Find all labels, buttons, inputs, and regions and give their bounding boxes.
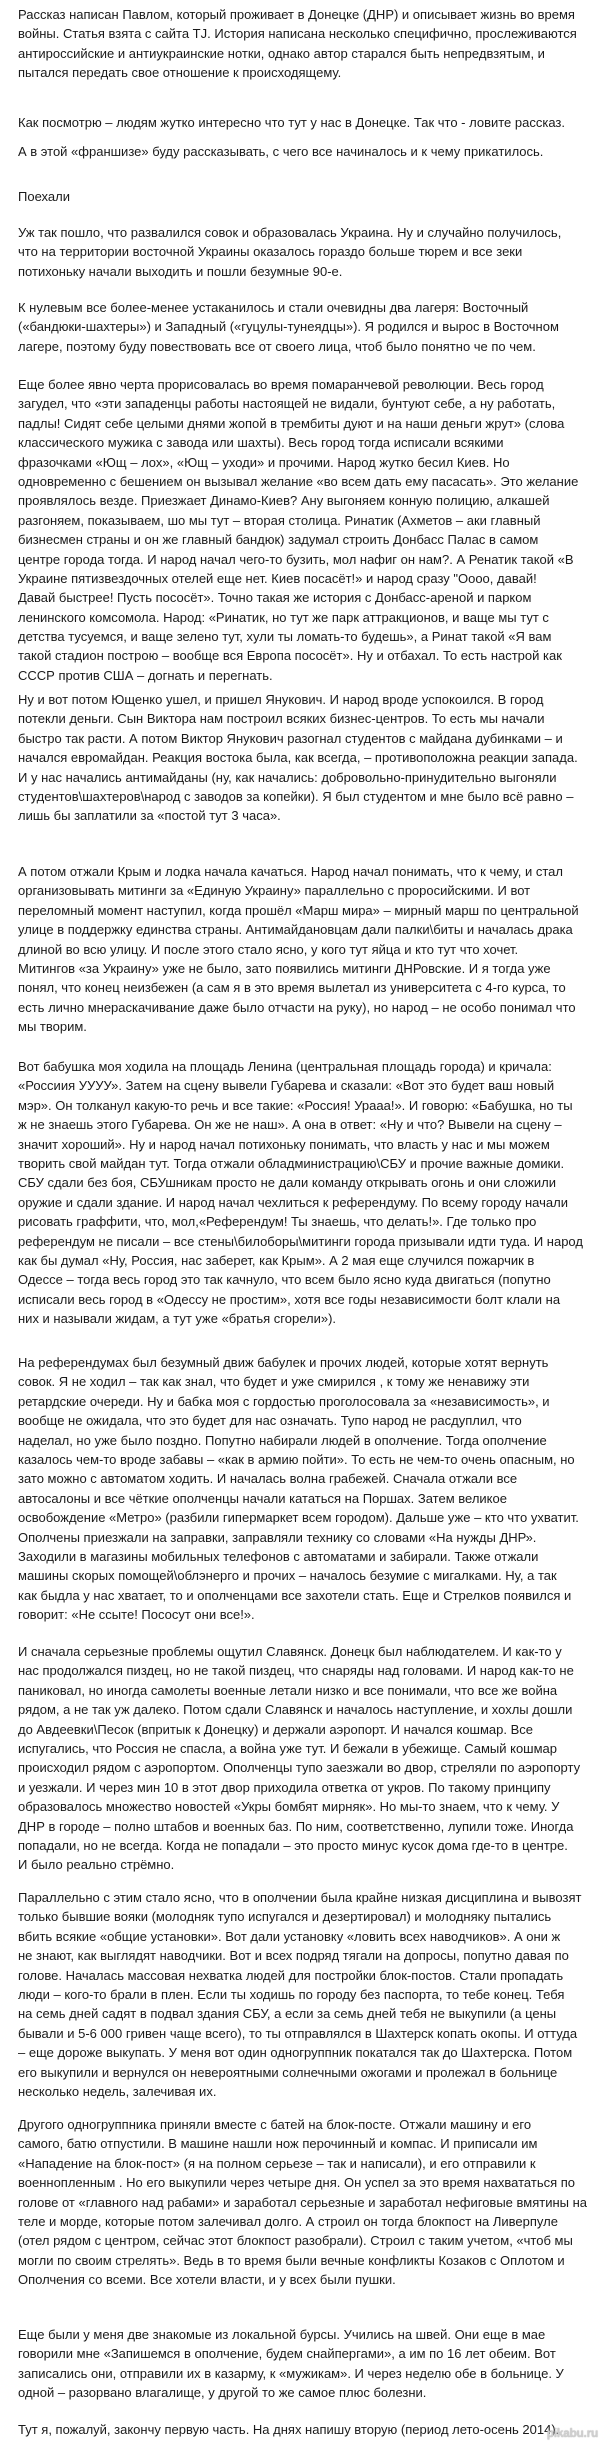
text-line: и уезжали. И через мин 10 в этот двор приходила ответка от укров. По такому принципу: [18, 1779, 551, 1795]
paragraph: [18, 2420, 600, 2439]
paragraph: [18, 1642, 600, 1875]
text-line: СБУ сдали без боя, СБУшникам просто не дали команду открывать огонь и они сложили: [18, 1175, 556, 1191]
text-line: военнопленным . Но его выкупили через четыре дня. Он успел за это время нахвататься по: [18, 2175, 576, 2191]
text-line: центре города тогда. И народ начал чего-то бузить, мол нафиг он нам?. А Ренатик такой «В: [18, 551, 574, 567]
text-line: «Россиия УУУУ». Затем на сцену вывели Губарева и сказали: «Вот это будет ваш новый: [18, 1078, 555, 1094]
text-line: на семь дней садят в подвал здания СБУ, а если за семь дней тебя не выкупили (а цены: [18, 2006, 557, 2022]
paragraph: [18, 1888, 600, 2101]
text-line: детства тусуемся, и ваще зелено тут, хули ты ломать-то будешь», а Ринат такой «Я вам: [18, 629, 552, 645]
text-line: Давай быстрее! Пусть пососёт». Точно такая же история с Донбасс-ареной и парком: [18, 590, 532, 606]
text-line: голове. Началась массовая нехватка людей для постройки блок-постов. Стали пропадать: [18, 1967, 564, 1983]
text-line: разгоняем, показываем, шо мы тут – вторая столица. Ринатик (Ахметов – аки главный: [18, 512, 541, 528]
text-line: Митингов «за Украину» уже не было, зато появились митинги ДНРовские. И я тогда уже: [18, 960, 551, 976]
text-line: освобождение «Метро» (разбили гипермаркет всем городом). Дальше уже – кто что ухватит.: [18, 1510, 579, 1526]
text-line: Как посмотрю – людям жутко интересно что тут у нас в Донецке. Так что - ловите рассказ.: [18, 115, 565, 130]
text-line: самого, батю отпустили. В машине нашли нож перочинный и компас. И приписали им: [18, 2136, 538, 2152]
text-line: потекли деньги. Сын Виктора нам построил всяких бизнес-центров. То есть мы начали: [18, 711, 545, 727]
text-line: улице в поддержку единства страны. Антимайдановцам дали палки\биты и началась драка: [18, 922, 573, 938]
text-line: попадали, но не всегда. Когда не попадали – это просто минус кусок дома где-то в центре.: [18, 1837, 568, 1853]
text-line: Параллельно с этим стало ясно, что в ополчении была крайне низкая дисциплина и вывозят: [18, 1890, 582, 1905]
text-line: мэр». Он толканул какую-то речь и все такие: «Россия! Урааа!». И говорю: «Бабушка, но ты: [18, 1097, 573, 1113]
text-line: происходил рядом с аэропортом. Ополченцы тупо заезжали во двор, стреляли по аэропорту: [18, 1760, 581, 1776]
text-line: Тут я, пожалуй, закончу первую часть. На днях напишу вторую (период лето-осень 2014).: [18, 2422, 560, 2437]
text-line: люди – кого-то брали в плен. Если ты ходишь по городу без паспорта, то тебе конец. Тебя: [18, 1986, 565, 2002]
text-line: образовалось множество новостей «Укры бомбят мирняк». Но мы-то знаем, что к чему. У: [18, 1799, 560, 1815]
paragraph: [18, 142, 600, 161]
text-line: как быдла у нас хватает, то и ополченцами все захотели стать. Еще и Стрелков появился и: [18, 1587, 572, 1603]
text-line: испугались, что Россия не спасла, а война уже тут. И бежали в убежище. Самый кошмар: [18, 1740, 558, 1756]
text-line: как бы думал «Ну, Россия, нас заберет, как Крым». А 2 мая еще случился пожарчик в: [18, 1252, 535, 1268]
text-line: На референдумах был безумный движ бабулек и прочих людей, которые хотят вернуть: [18, 1355, 549, 1370]
text-line: рядом, а не так уж далеко. Потом сдали Славянск и началось наступление, и хохлы дошли: [18, 1702, 573, 1718]
text-line: референдум не писали – все стены\билоборы\митинги города призывали идти туда. И народ: [18, 1233, 583, 1249]
text-line: совок. Я не ходил – так как знал, что будет и уже смирился , к тому же ненавижу эти: [18, 1374, 530, 1390]
text-line: лишь бы заплатили за «постой тут 3 часа».: [18, 808, 281, 824]
paragraph: [18, 298, 600, 356]
paragraph: [18, 2115, 600, 2290]
text-line: одновременно с бешением он вызывал желание «во всем дать ему пасасать». Это желание: [18, 473, 579, 489]
text-line: только бывшие вояки (молодняк тупо испугался и дезертировал) и молодняку пытались: [18, 1909, 552, 1925]
text-line: нас продолжался пиздец, но не такой пиздец, что снаряды над головами. И народ как-то не: [18, 1663, 574, 1679]
paragraph: [18, 375, 600, 685]
text-line: падлы! Сидят себе целыми днями жопой в трембиты дуют и на наши деньги жрут» (слова: [18, 415, 565, 431]
text-line: Заходили в магазины мобильных телефонов с автоматами и забирали. Также отжали: [18, 1548, 539, 1564]
text-line: рисовать граффити, что, мол,«Референдум! Ты знаешь, что делать!». Где только про: [18, 1214, 537, 1230]
text-line: загудел, что «эти западенцы работы настоящей не видали, бунтуют себе, а ну работать,: [18, 396, 556, 412]
text-line: переломный момент наступил, когда прошёл «Марш мира» – мирный марш по центральной: [18, 902, 579, 918]
text-line: проявлялось везде. Приезжает Динамо-Киев? Ану выгоняем конную полицию, алкашей: [18, 493, 550, 509]
text-line: антироссийские и антиукраинские нотки, однако автор старался быть непредвзятым, и: [18, 45, 545, 61]
text-line: Ну и вот потом Ющенко ушел, и пришел Янукович. И народ вроде успокоился. В город: [18, 692, 544, 707]
text-line: говорит: «Не ссыте! Пососут они все!».: [18, 1607, 255, 1623]
text-line: лагере, поэтому буду повествовать все от своего лица, чтоб было понятно че по чем.: [18, 338, 536, 354]
text-line: (отел рядом с центром, сейчас этот блокпост разобрали). Строил с таким учетом, «чтоб мы: [18, 2233, 573, 2249]
text-line: одной – разорвано влагалище, у другой то же самое плюс болезни.: [18, 2385, 427, 2401]
text-line: ленинского комсомола. Народ: «Ринатик, но тут же парк аттракционов, и ваще мы тут с: [18, 609, 549, 625]
text-line: бизнесмен страны и он же главный бандюк) задумал строить Донбасс Палас в самом: [18, 532, 539, 548]
text-line: мы творим.: [18, 1019, 87, 1035]
text-line: ж не знаешь этого Губарева. Он же не наш». А она в ответ: «Ну и что? Вывели на сцену –: [18, 1117, 562, 1133]
text-line: вообще не ожидала, что это будет для нас означать. Тупо народ не расдуплил, что: [18, 1413, 522, 1429]
text-line: Вот бабушка моя ходила на площадь Ленина (центральная площадь города) и кричала:: [18, 1059, 552, 1074]
text-line: СССР против США – догнать и перегнать.: [18, 667, 273, 683]
text-line: зато можно с автоматом ходить. И началась волна грабежей. Сначала отжали все: [18, 1471, 518, 1487]
text-line: ДНР в городе – полно штабов и военных баз. По ним, соответственно, лупили тоже. Иногда: [18, 1818, 574, 1834]
text-line: Другого одногруппника приняли вместе с батей на блок-посте. Отжали машину и его: [18, 2117, 532, 2132]
text-line: студентов\шахтеров\народ с заводов за копейки). Я был студентом и мне было всё равно –: [18, 788, 574, 804]
paragraph: [18, 1353, 600, 1624]
text-line: теле и морде, которые потом залечивал долго. А строил он тогда блокпост на Ливерпуле: [18, 2213, 558, 2229]
text-line: И у нас начались антимайданы (ну, как начались: добровольно-принудительно выгоняли: [18, 769, 557, 785]
text-line: длиной во всю улицу. И после этого стало ясно, у кого тут яйца и кто тут что хочет.: [18, 941, 519, 957]
text-line: есть лично мнераскачивание даже было отчасти на руку), но народ – не особо понимал что: [18, 999, 576, 1015]
text-line: А потом отжали Крым и лодка начала качаться. Народ начал понимать, что к чему, и стал: [18, 864, 563, 879]
text-line: такой стадион построю – вообще вся Европа пососёт». Ну и отбахал. То есть настрой как: [18, 648, 562, 664]
text-line: войны. Статья взята с сайта TJ. История написана несколько специфично, прослеживаются: [18, 26, 577, 42]
text-line: начался евромайдан. Реакция востока была, как всегда, – противоположна реакции запада.: [18, 750, 578, 766]
text-line: не знают, как выглядят наводчики. Вот и всех подряд тягали на допросы, попутно давая по: [18, 1948, 569, 1964]
text-line: Поехали: [18, 189, 70, 204]
text-line: голове от «главного над рабами» и заработал серьезные и заработал нефиговые вмятины на: [18, 2194, 588, 2210]
text-line: бывали и 5-6 000 гривен чаще всего), то ты отправлялся в Шахтерск копать окопы. И оттуда: [18, 2025, 578, 2041]
text-line: до Авдеевки\Песок (впритык к Донецку) и держали аэропорт. И начался кошмар. Все: [18, 1721, 534, 1737]
text-line: понял, что конец неизбежен (а сам я в это время вылетал из университета с 4-го курса, то: [18, 980, 566, 996]
paragraph: [18, 2325, 600, 2403]
text-line: Одессе – тогда весь город это так качнуло, что всем было ясно куда двигаться (попутно: [18, 1272, 551, 1288]
text-line: Ополчения со всеми. Все хотели власти, и у всех были пушки.: [18, 2272, 396, 2288]
text-line: оружие и сдали здание. И народ начал чехлиться к референдуму. По всему городу начали: [18, 1194, 568, 1210]
paragraph: [18, 5, 600, 83]
text-line: его выкупили и вернулся он невероятными солнечными ожогами и пролежал в больнице: [18, 2064, 558, 2080]
text-line: Еще более явно черта прорисовалась во время помаранчевой революции. Весь город: [18, 377, 544, 392]
text-line: К нулевым все более-менее устаканилось и стали очевидны два лагеря: Восточный: [18, 300, 529, 315]
text-line: Украине пятизвездочных отелей еще нет. Киев посасёт!» и народ сразу "Оооо, давай!: [18, 570, 537, 586]
text-line: Ополчены приезжали на заправки, заправляли технику со словами «На нужды ДНР».: [18, 1529, 537, 1545]
text-line: записались они, отправили их в казарму, к «мужикам». И через неделю обе в больнице. У: [18, 2365, 564, 2381]
text-line: фразочками «Ющ – лох», «Ющ – уходи» и прочими. Народ жутко бесил Киев. Но: [18, 454, 510, 470]
text-line: казалось чем-то вроде забавы – «как в армию пойти». То есть не чем-то очень опасным, но: [18, 1451, 575, 1467]
text-line: машины скорых помощей\облэнерго и прочих – началось безумие с мигалками. Ну, а так: [18, 1568, 557, 1584]
text-line: пытался передать свое отношение к происходящему.: [18, 65, 342, 81]
text-line: творить свой майдан тут. Тогда отжали обладминистрацию\СБУ и прочие важные домики.: [18, 1155, 565, 1171]
text-line: («бандюки-шахтеры») и Западный («гуцулы-тунеядцы»). Я родился и вырос в Восточном: [18, 319, 559, 335]
text-line: значит хороший». Ну и народ начал потихоньку понимать, что власть у нас и мы можем: [18, 1136, 550, 1152]
text-line: Рассказ написан Павлом, который проживает в Донецке (ДНР) и описывает жизнь во время: [18, 7, 575, 22]
text-line: ретардские очереди. Ну и бабка моя с гордостью проголосовала за «независимость», и: [18, 1393, 550, 1409]
text-line: них и называли жидам, а тут уже «братья сгорели»).: [18, 1311, 337, 1327]
text-line: несколько недель, залечивая их.: [18, 2083, 217, 2099]
paragraph: [18, 113, 600, 132]
text-line: Уж так пошло, что развалился совок и образовалась Украина. Ну и случайно получилось,: [18, 225, 562, 240]
paragraph: [18, 223, 600, 281]
text-line: потихоньку начали выходить и пошли безумные 90-е.: [18, 263, 343, 279]
text-line: И сначала серьезные проблемы ощутил Славянск. Донецк был наблюдателем. И как-то у: [18, 1644, 562, 1659]
text-line: что на территории восточной Украины оказалось гораздо больше тюрем и все зеки: [18, 244, 523, 260]
text-line: могли по своим стрелять». Ведь в то время были вечные конфликты Козаков с Оплотом и: [18, 2252, 565, 2268]
text-line: исписали весь город в «Одессу не простим», хотя все годы независимости болт клали на: [18, 1291, 561, 1307]
text-line: Еще были у меня две знакомые из локальной бурсы. Учились на швей. Они еще в мае: [18, 2327, 546, 2342]
text-line: – еще дороже выкупать. У меня вот один одногруппник покатался так до Шахтерска. Потом: [18, 2045, 573, 2061]
text-line: наделал, но уже было поздно. Попутно набирали людей в ополчение. Тогда ополчение: [18, 1432, 547, 1448]
text-line: классического мужика с завода или шахты). Весь город тогда исписали всякими: [18, 435, 504, 451]
text-line: «Нападение на блок-пост» (я на полном серьезе – так и написали), и его отправили к: [18, 2155, 536, 2171]
pikabu-watermark: pikabu.ru: [546, 2426, 598, 2440]
paragraph: [18, 1057, 600, 1328]
text-line: вбить всякие «общие установки». Вот дали установку «ловить всех наводчиков». А они ж: [18, 1928, 561, 1944]
text-line: А в этой «франшизе» буду рассказывать, с чего все начиналось и к чему прикатилось.: [18, 144, 544, 159]
text-line: организовывать митинги за «Единую Украину» параллельно с проросийскими. И вот: [18, 883, 531, 899]
text-line: автосалоны и все чёткие ополченцы начали кататься на Поршах. Затем великое: [18, 1490, 507, 1506]
paragraph: [18, 187, 600, 206]
text-line: паниковал, но иногда самолеты военные летали низко и все понимали, что все же война: [18, 1682, 558, 1698]
text-line: быстро так расти. А потом Виктор Янукович разогнал студентов с майдана дубинками – и: [18, 730, 563, 746]
paragraph: [18, 862, 600, 1037]
paragraph: [18, 690, 600, 826]
text-line: говорили мне «Запишемся в ополчение, будем снайпергами», а им по 16 лет обеим. Вот: [18, 2346, 556, 2362]
text-line: И было реально стрёмно.: [18, 1857, 175, 1873]
